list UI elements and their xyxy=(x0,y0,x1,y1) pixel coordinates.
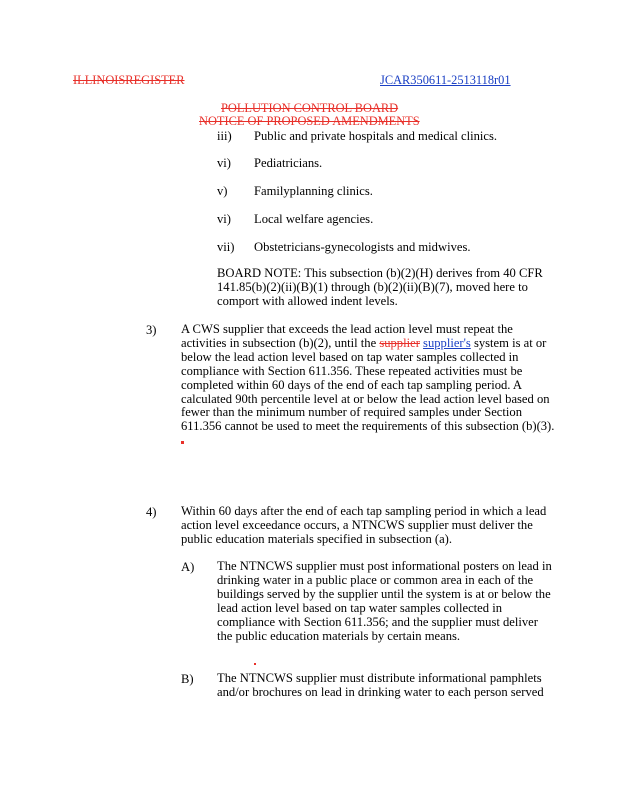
edit-mark xyxy=(181,441,184,444)
board-note-line: comport with allowed indent levels. xyxy=(217,293,398,308)
paraA-line: lead action level based on tap water samples collected in xyxy=(217,600,502,615)
register-header: ILLINOISREGISTER xyxy=(73,73,185,87)
jcar-code[interactable]: JCAR350611-2513118r01 xyxy=(380,73,511,87)
list-item-number: v) xyxy=(217,184,228,198)
para3-line: completed within 60 days of the end of each tap sampling period. A xyxy=(181,377,522,392)
paraA-line: compliance with Section 611.356; and the supplier must deliver xyxy=(217,614,538,629)
paraB-line: The NTNCWS supplier must distribute informational pamphlets xyxy=(217,671,542,685)
board-title: POLLUTION CONTROL BOARD xyxy=(221,101,399,115)
para4-line: public education materials specified in subsection (a). xyxy=(181,531,453,546)
paraB-number: B) xyxy=(181,672,194,686)
paraA-line: drinking water in a public place or common area in each of the xyxy=(217,572,534,587)
inserted-text: supplier's xyxy=(423,335,471,350)
para3-line: compliance with Section 611.356. These repeated activities must be xyxy=(181,363,523,378)
para3-text: activities in subsection (b)(2), until the xyxy=(181,335,380,350)
board-note-line: BOARD NOTE: This subsection (b)(2)(H) derives from 40 CFR xyxy=(217,266,543,280)
paraA-body xyxy=(217,560,552,643)
paraA-line: the public education materials by certain means. xyxy=(217,628,461,643)
para3-line: A CWS supplier that exceeds the lead action level must repeat the xyxy=(181,322,513,336)
list-item-text: Pediatricians. xyxy=(254,156,323,170)
para3-line: fewer than the minimum number of required samples under Section xyxy=(181,405,522,420)
paraB-body xyxy=(217,672,544,700)
para3-line xyxy=(181,337,554,351)
paraB-line: and/or brochures on lead in drinking water to each person served xyxy=(217,684,544,699)
notice-title: NOTICE OF PROPOSED AMENDMENTS xyxy=(199,114,420,128)
list-item-number: iii) xyxy=(217,129,232,143)
list-item-text: Familyplanning clinics. xyxy=(254,184,373,198)
list-item-text: Public and private hospitals and medical clinics. xyxy=(254,129,498,143)
list-item-text: Local welfare agencies. xyxy=(254,212,374,226)
paraA-line: buildings served by the supplier until the system is at or below the xyxy=(217,586,551,601)
paraA-number: A) xyxy=(181,560,195,574)
para3-line: 611.356 cannot be used to meet the requirements of this subsection (b)(3). xyxy=(181,419,555,434)
edit-mark xyxy=(254,663,256,665)
list-item-text: Obstetricians-gynecologists and midwives. xyxy=(254,240,471,254)
list-item-number: vii) xyxy=(217,240,235,254)
list-item-number: vi) xyxy=(217,212,231,226)
para4-body xyxy=(181,505,546,547)
para3-number: 3) xyxy=(146,323,157,337)
board-note xyxy=(217,267,543,309)
para3-text: system is at or xyxy=(470,335,547,350)
para3-line: below the lead action level based on tap water samples collected in xyxy=(181,349,519,364)
deleted-text: supplier xyxy=(379,335,420,350)
board-note-line: 141.85(b)(2)(ii)(B)(1) through (b)(2)(ii)(B)(7), moved here to xyxy=(217,279,528,294)
para3-body xyxy=(181,323,554,434)
para4-line: action level exceedance occurs, a NTNCWS supplier must deliver the xyxy=(181,517,533,532)
para4-line: Within 60 days after the end of each tap sampling period in which a lead xyxy=(181,504,547,518)
list-item-number: vi) xyxy=(217,156,231,170)
para4-number: 4) xyxy=(146,505,157,519)
para3-line: calculated 90th percentile level at or below the lead action level based on xyxy=(181,391,550,406)
paraA-line: The NTNCWS supplier must post informational posters on lead in xyxy=(217,559,552,573)
